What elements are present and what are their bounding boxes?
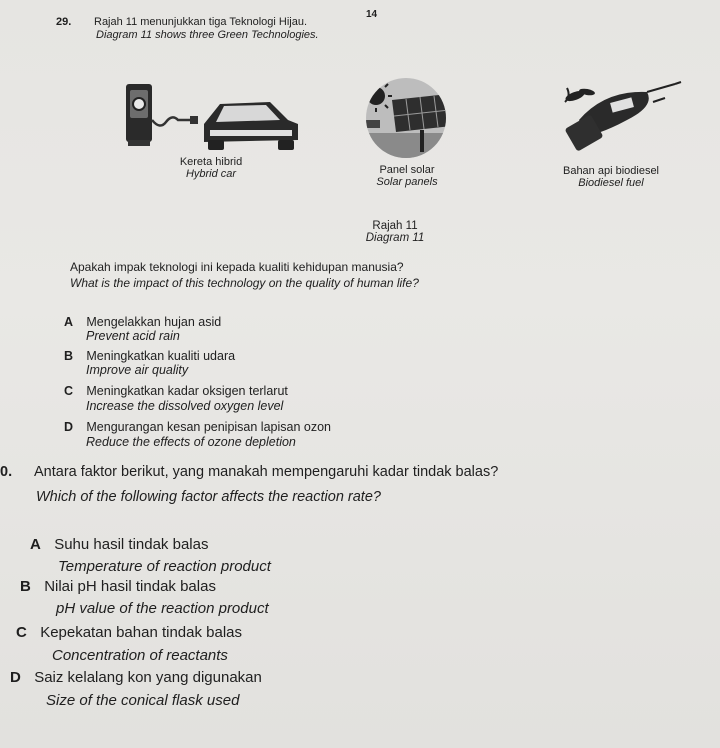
option-text-malay: Mengurangan kesan penipisan lapisan ozon [86,420,331,434]
question-29-intro-english: Diagram 11 shows three Green Technologies. [96,29,319,41]
figure-caption-solar-panels [322,164,492,188]
option-letter: B [64,349,74,363]
figure-caption-malay: Panel solar [379,164,435,176]
solar-panel-image [350,78,462,158]
option-text-english: Prevent acid rain [86,329,180,343]
diagram-label-english: Diagram 11 [365,232,425,244]
question-29-stem-malay: Apakah impak teknologi ini kepada kualiti kehidupan manusia? [70,260,404,274]
page-number: 14 [366,9,378,20]
option-text-english: Temperature of reaction product [58,558,271,575]
option-text-english: Improve air quality [86,363,189,377]
question-30-option-b [20,578,216,596]
option-text-english: Concentration of reactants [52,647,228,664]
option-letter: B [20,578,31,595]
diagram-label-malay: Rajah 11 [372,220,418,232]
question-29-number: 29. [56,16,72,28]
question-30-option-a [30,536,208,554]
figure-caption-biodiesel [526,165,696,189]
option-text-malay: Suhu hasil tindak balas [54,536,209,553]
question-29-stem-english: What is the impact of this technology on the quality of human life? [70,276,419,290]
figure-caption-english: Solar panels [376,176,438,188]
question-29-intro-malay: Rajah 11 menunjukkan tiga Teknologi Hijau. [94,16,308,28]
figure-caption-english: Hybrid car [185,168,237,180]
option-text-english: Reduce the effects of ozone depletion [86,435,296,449]
option-letter: D [10,669,21,686]
option-letter: C [16,624,27,641]
question-30-option-c [16,624,242,642]
option-letter: D [64,420,74,434]
hybrid-car-image [120,80,305,160]
figure-caption-malay: Bahan api biodiesel [562,165,660,177]
question-29-option-d [64,418,331,436]
option-text-malay: Saiz kelalang kon yang digunakan [34,669,262,686]
option-text-malay: Meningkatkan kualiti udara [86,349,236,363]
option-text-english: Increase the dissolved oxygen level [86,399,284,413]
question-29-option-c [64,382,288,400]
option-letter: A [30,536,41,553]
diagram-label [310,220,480,244]
option-text-malay: Nilai pH hasil tindak balas [44,578,216,595]
biodiesel-fuel-image [535,80,685,160]
question-30-number: 0. [0,464,13,480]
option-text-malay: Mengelakkan hujan asid [86,315,222,329]
option-text-malay: Kepekatan bahan tindak balas [40,624,243,641]
figure-caption-english: Biodiesel fuel [578,177,644,189]
option-letter: A [64,315,74,329]
figure-caption-malay: Kereta hibrid [179,156,243,168]
question-30-stem-english: Which of the following factor affects the reaction rate? [36,489,381,505]
question-30-stem-malay: Antara faktor berikut, yang manakah mempengaruhi kadar tindak balas? [34,464,499,480]
option-letter: C [64,384,74,398]
option-text-english: Size of the conical flask used [46,692,240,709]
option-text-english: pH value of the reaction product [56,600,269,617]
option-text-malay: Meningkatkan kadar oksigen terlarut [86,384,288,398]
figure-caption-hybrid-car [126,156,296,180]
question-30-option-d [10,669,262,687]
